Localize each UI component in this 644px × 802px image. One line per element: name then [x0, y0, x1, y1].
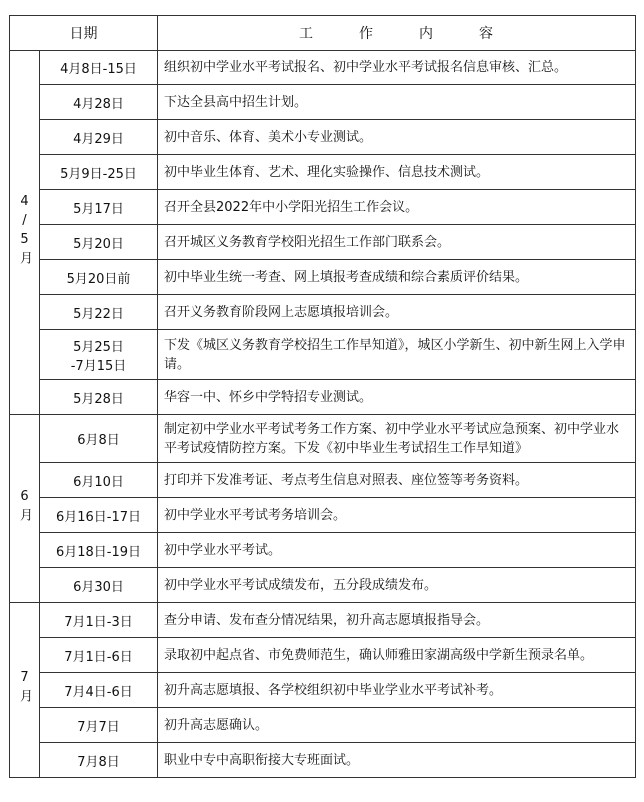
date-cell: 4月8日-15日 [40, 51, 158, 85]
table-row [10, 190, 636, 225]
work-cell: 职业中专中高职衔接大专班面试。 [158, 743, 636, 778]
work-cell: 初中学业水平考试考务培训会。 [158, 498, 636, 533]
table-row [10, 638, 636, 673]
date-column-header: 日期 [10, 16, 158, 51]
date-cell: 5月20日前 [40, 260, 158, 295]
table-row [10, 708, 636, 743]
date-cell: 6月16日-17日 [40, 498, 158, 533]
date-cell: 5月25日 -7月15日 [40, 330, 158, 380]
date-cell: 6月10日 [40, 463, 158, 498]
date-cell: 4月29日 [40, 120, 158, 155]
month-cell [10, 51, 40, 415]
work-cell: 初中学业水平考试成绩发布，五分段成绩发布。 [158, 568, 636, 603]
work-cell: 下发《城区义务教育学校招生工作早知道》，城区小学新生、初中新生网上入学申请。 [158, 330, 636, 380]
month-cell [10, 603, 40, 778]
table-row [10, 51, 636, 85]
work-cell: 华容一中、怀乡中学特招专业测试。 [158, 380, 636, 415]
table-row [10, 120, 636, 155]
work-cell: 打印并下发准考证、考点考生信息对照表、座位签等考务资料。 [158, 463, 636, 498]
month-label: 7月 [17, 670, 32, 706]
date-cell: 5月28日 [40, 380, 158, 415]
table-row [10, 498, 636, 533]
date-cell: 4月28日 [40, 85, 158, 120]
work-cell: 初中毕业生体育、艺术、理化实验操作、信息技术测试。 [158, 155, 636, 190]
table-row [10, 673, 636, 708]
date-cell: 6月18日-19日 [40, 533, 158, 568]
work-cell: 初中毕业生统一考查、网上填报考查成绩和综合素质评价结果。 [158, 260, 636, 295]
work-cell: 组织初中学业水平考试报名、初中学业水平考试报名信息审核、汇总。 [158, 51, 636, 85]
schedule-table [9, 15, 636, 778]
date-cell: 5月22日 [40, 295, 158, 330]
work-cell: 初升高志愿确认。 [158, 708, 636, 743]
month-label: 4/5月 [17, 193, 32, 268]
work-column-header: 工 作 内 容 [158, 16, 636, 51]
date-cell: 6月8日 [40, 415, 158, 463]
work-cell: 制定初中学业水平考试考务工作方案、初中学业水平考试应急预案、初中学业水平考试疫情防控方案。下发《初中毕业生考试招生工作早知道》 [158, 415, 636, 463]
table-row [10, 330, 636, 380]
work-cell: 查分申请、发布查分情况结果，初升高志愿填报指导会。 [158, 603, 636, 638]
table-row [10, 295, 636, 330]
date-cell: 7月1日-3日 [40, 603, 158, 638]
schedule-body [10, 51, 636, 778]
date-cell: 7月8日 [40, 743, 158, 778]
table-row [10, 568, 636, 603]
date-cell: 5月9日-25日 [40, 155, 158, 190]
table-header-row [10, 16, 636, 51]
work-cell: 初升高志愿填报、各学校组织初中毕业学业水平考试补考。 [158, 673, 636, 708]
work-cell: 初中音乐、体育、美术小专业测试。 [158, 120, 636, 155]
work-cell: 下达全县高中招生计划。 [158, 85, 636, 120]
table-row [10, 603, 636, 638]
work-cell: 初中学业水平考试。 [158, 533, 636, 568]
date-cell: 6月30日 [40, 568, 158, 603]
table-row [10, 260, 636, 295]
date-cell: 7月4日-6日 [40, 673, 158, 708]
month-cell [10, 415, 40, 603]
date-cell: 7月1日-6日 [40, 638, 158, 673]
work-cell: 召开全县2022年中小学阳光招生工作会议。 [158, 190, 636, 225]
table-row [10, 155, 636, 190]
work-cell: 召开城区义务教育学校阳光招生工作部门联系会。 [158, 225, 636, 260]
table-row [10, 85, 636, 120]
table-row [10, 533, 636, 568]
month-label: 6月 [17, 488, 32, 525]
table-row [10, 225, 636, 260]
table-row [10, 743, 636, 778]
table-row [10, 415, 636, 463]
table-row [10, 380, 636, 415]
date-cell: 7月7日 [40, 708, 158, 743]
work-cell: 录取初中起点省、市免费师范生，确认师雅田家湖高级中学新生预录名单。 [158, 638, 636, 673]
table-row [10, 463, 636, 498]
date-cell: 5月17日 [40, 190, 158, 225]
work-cell: 召开义务教育阶段网上志愿填报培训会。 [158, 295, 636, 330]
date-cell: 5月20日 [40, 225, 158, 260]
